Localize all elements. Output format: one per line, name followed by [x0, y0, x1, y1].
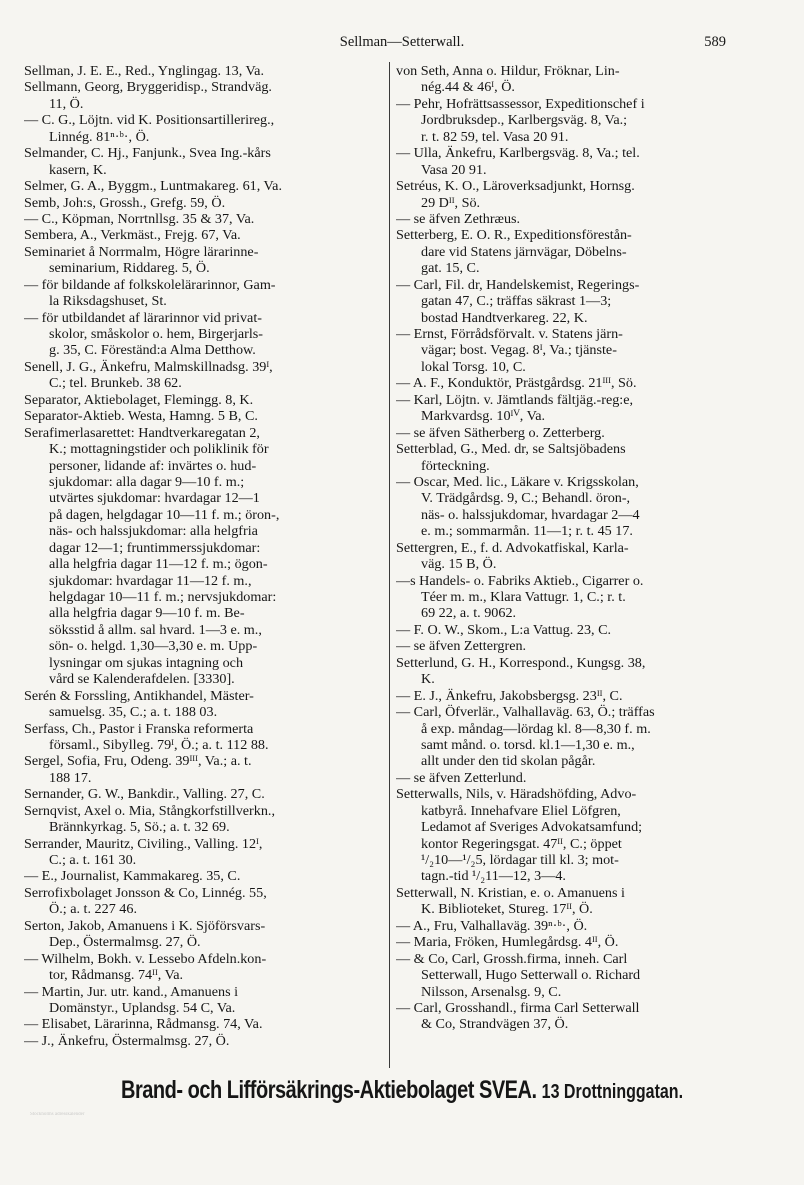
entry-continuation-line: dare vid Statens järnvägar, Döbelns-	[421, 243, 627, 260]
page-number: 589	[704, 34, 726, 50]
entry-line: Setterwall, N. Kristian, e. o. Amanuens i	[396, 884, 625, 901]
entry-continuation-line: 69 22, a. t. 9062.	[421, 605, 517, 622]
entry-continuation-line: Nilsson, Arsenalsg. 9, C.	[421, 983, 562, 1000]
entry-line: — se äfven Sätherberg o. Zetterberg.	[396, 424, 605, 441]
entry-line: Setterberg, E. O. R., Expeditionsförestån-	[396, 227, 632, 244]
entry-line: — Pehr, Hofrättsassessor, Expeditionschef i	[396, 95, 645, 112]
entry-line: — Elisabet, Lärarinna, Rådmansg. 74, Va.	[24, 1016, 263, 1033]
entry-continuation-line: kasern, K.	[49, 161, 107, 178]
entry-line: — för utbildandet af lärarinnor vid privat-	[24, 309, 262, 326]
entry-line: Sernander, G. W., Bankdir., Valling. 27, C.	[24, 786, 265, 803]
entry-line: Separator, Aktiebolaget, Flemingg. 8, K.	[24, 391, 254, 408]
entry-continuation-line: gat. 15, C.	[421, 260, 480, 277]
entry-line: — se äfven Zetterlund.	[396, 769, 527, 786]
entry-continuation-line: C.; tel. Brunkeb. 38 62.	[49, 375, 182, 392]
entry-line: Serton, Jakob, Amanuens i K. Sjöförsvars-	[24, 917, 266, 934]
entry-line: — Carl, Fil. dr, Handelskemist, Regerings-	[396, 276, 640, 293]
entry-continuation-line: gatan 47, C.; träffas säkrast 1—3;	[421, 293, 612, 310]
entry-line: — se äfven Zettergren.	[396, 638, 527, 655]
entry-continuation-line: sjukdomar: alla dagar 9—10 f. m.;	[49, 473, 245, 490]
entry-line: Seminariet å Norrmalm, Högre lärarinne-	[24, 243, 259, 260]
entry-continuation-line: församl., Sibylleg. 79ᴵ, Ö.; a. t. 112 88.	[49, 736, 269, 753]
entry-line: Sergel, Sofia, Fru, Odeng. 39ᴵᴵᴵ, Va.; a. t.	[24, 753, 252, 770]
entry-continuation-line: 29 Dᴵᴵ, Sö.	[421, 194, 481, 211]
entry-continuation-line: Domänstyr., Uplandsg. 54 C, Va.	[49, 999, 236, 1016]
entry-continuation-line: samuelsg. 35, C.; a. t. 188 03.	[49, 704, 218, 721]
entry-line: Semb, Joh:s, Grossh., Grefg. 59, Ö.	[24, 194, 226, 211]
entry-continuation-line: 11, Ö.	[49, 95, 84, 112]
entry-line: Senell, J. G., Änkefru, Malmskillnadsg. 39ᴵ,	[24, 358, 273, 375]
entry-line: — Carl, Grosshandl., firma Carl Setterwall	[396, 999, 640, 1016]
entry-continuation-line: Vasa 20 91.	[421, 161, 487, 178]
entry-continuation-line: utvärtes sjukdomar: hvardagar 12—1	[49, 490, 260, 507]
entry-line: — se äfven Zethræus.	[396, 210, 521, 227]
right-column	[396, 63, 772, 1033]
entry-line: — Martin, Jur. utr. kand., Amanuens i	[24, 983, 239, 1000]
entry-line: von Seth, Anna o. Hildur, Fröknar, Lin-	[396, 63, 620, 79]
entry-line: Setréus, K. O., Läroverksadjunkt, Hornsg.	[396, 178, 635, 195]
entry-continuation-line: r. t. 82 59, tel. Vasa 20 91.	[421, 128, 569, 145]
entry-continuation-line: på dagen, helgdagar 10—11 f. m.; öron-,	[49, 506, 280, 523]
entry-continuation-line: förteckning.	[421, 457, 490, 474]
entry-continuation-line: Ledamot af Sveriges Advokatsamfund;	[421, 819, 643, 836]
entry-continuation-line: samt månd. o. torsd. kl.1—1,30 e. m.,	[421, 736, 635, 753]
entry-continuation-line: lysningar om sjukas intagning och	[49, 654, 244, 671]
entry-line: — Wilhelm, Bokh. v. Lessebo Afdeln.kon-	[24, 950, 267, 967]
footer-advert	[80, 1076, 723, 1105]
entry-continuation-line: K.	[421, 671, 435, 688]
entry-continuation-line: g. 35, C. Föreständ:a Alma Detthow.	[49, 342, 256, 359]
entry-continuation-line: Brännkyrkag. 5, Sö.; a. t. 32 69.	[49, 819, 230, 836]
entry-line: — E., Journalist, Kammakareg. 35, C.	[24, 868, 241, 885]
entry-continuation-line: näs- o. halssjukdomar, hvardagar 2—4	[421, 506, 640, 523]
entry-continuation-line: bostad Handtverkareg. 22, K.	[421, 309, 588, 326]
entry-line: — E. J., Änkefru, Jakobsbergsg. 23ᴵᴵ, C.	[396, 687, 623, 704]
entry-continuation-line: Ö.; a. t. 227 46.	[49, 901, 137, 918]
entry-line: Separator-Aktieb. Westa, Hamng. 5 B, C.	[24, 408, 258, 425]
entry-line: — Oscar, Med. lic., Läkare v. Krigsskolan,	[396, 473, 639, 490]
entry-continuation-line: alla helgfria dagar 9—10 f. m. Be-	[49, 605, 245, 622]
entry-line: Serrofixbolaget Jonsson & Co, Linnég. 55,	[24, 884, 267, 901]
entry-line: Sellman, J. E. E., Red., Ynglingag. 13, Va.	[24, 63, 264, 79]
entry-line: — Karl, Löjtn. v. Jämtlands fältjäg.-reg:e,	[396, 391, 634, 408]
entry-line: Selmer, G. A., Byggm., Luntmakareg. 61, Va.	[24, 178, 282, 195]
page-header	[22, 34, 782, 56]
entry-continuation-line: K. Biblioteket, Stureg. 17ᴵᴵ, Ö.	[421, 901, 593, 918]
entry-continuation-line: C.; a. t. 161 30.	[49, 852, 137, 868]
entry-continuation-line: V. Trädgårdsg. 9, C.; Behandl. öron-,	[421, 490, 631, 507]
entry-line: Setterblad, G., Med. dr, se Saltsjöbadens	[396, 441, 626, 458]
entry-line: —s Handels- o. Fabriks Aktieb., Cigarrer o.	[396, 572, 644, 589]
entry-continuation-line: & Co, Strandvägen 37, Ö.	[421, 1016, 569, 1033]
entry-line: — för bildande af folkskolelärarinnor, Gam-	[24, 276, 276, 293]
entry-line: — Carl, Öfverlär., Valhallaväg. 63, Ö.; träffas	[396, 704, 655, 721]
entry-line: Sembera, A., Verkmäst., Frejg. 67, Va.	[24, 227, 241, 244]
entry-continuation-line: vägar; bost. Vegag. 8ᴵ, Va.; tjänste-	[421, 342, 617, 359]
left-column	[24, 63, 388, 1049]
entry-line: — Maria, Fröken, Humlegårdsg. 4ᴵᴵ, Ö.	[396, 934, 619, 951]
entry-line: — C., Köpman, Norrtnllsg. 35 & 37, Va.	[24, 210, 255, 227]
entry-line: — F. O. W., Skom., L:a Vattug. 23, C.	[396, 621, 612, 638]
entry-line: — & Co, Carl, Grossh.firma, inneh. Carl	[396, 950, 628, 967]
entry-line: — A., Fru, Valhallaväg. 39ⁿ·ᵇ·, Ö.	[396, 917, 588, 934]
entry-continuation-line: 188 17.	[49, 769, 92, 786]
entry-continuation-line: sön- o. helgd. 1,30—3,30 e. m. Upp-	[49, 638, 258, 655]
entry-line: Setterlund, G. H., Korrespond., Kungsg. 38,	[396, 654, 646, 671]
entry-continuation-line: kontor Regeringsgat. 47ᴵᴵ, C.; öppet	[421, 835, 622, 852]
entry-continuation-line: Téer m. m., Klara Vattugr. 1, C.; r. t.	[421, 589, 626, 605]
entry-continuation-line: la Riksdagshuset, St.	[49, 293, 167, 310]
entry-continuation-line: dagar 12—1; fruntimmerssjukdomar:	[49, 539, 261, 556]
entry-line: Serén & Forssling, Antikhandel, Mäster-	[24, 687, 254, 704]
entry-continuation-line: Setterwall, Hugo Setterwall o. Richard	[421, 967, 641, 984]
entry-continuation-line: sjukdomar: hvardagar 11—12 f. m.,	[49, 572, 252, 589]
entry-continuation-line: näs- och halssjukdomar: alla helgfria	[49, 523, 258, 540]
entry-line: Selmander, C. Hj., Fanjunk., Svea Ing.-kårs	[24, 145, 271, 162]
entry-continuation-line: tagn.-tid ¹/₂11—12, 3—4.	[421, 868, 566, 885]
running-title: Sellman—Setterwall.	[339, 34, 465, 50]
entry-continuation-line: alla helgfria dagar 11—12 f. m.; ögon-	[49, 556, 268, 573]
faint-footnote: Stockholms adresskalender	[30, 1112, 85, 1117]
entry-line: — C. G., Löjtn. vid K. Positionsartillerireg.,	[24, 112, 275, 129]
entry-continuation-line: allt under den tid skolan pågår.	[421, 753, 596, 770]
entry-continuation-line: helgdagar 10—11 f. m.; nervsjukdomar:	[49, 589, 277, 605]
entry-continuation-line: Dep., Östermalmsg. 27, Ö.	[49, 934, 201, 951]
entry-line: — J., Änkefru, Östermalmsg. 27, Ö.	[24, 1032, 230, 1049]
entry-line: Serafimerlasarettet: Handtverkaregatan 2,	[24, 424, 260, 441]
entry-line: — Ernst, Förrådsförvalt. v. Statens järn-	[396, 326, 623, 342]
entry-continuation-line: lokal Torsg. 10, C.	[421, 358, 526, 375]
entry-line: — Ulla, Änkefru, Karlbergsväg. 8, Va.; tel.	[396, 145, 640, 162]
entry-continuation-line: katbyrå. Innehafvare Eliel Löfgren,	[421, 802, 621, 819]
column-divider	[389, 62, 390, 1068]
entry-continuation-line: e. m.; sommarmån. 11—1; r. t. 45 17.	[421, 523, 633, 540]
entry-continuation-line: väg. 15 B, Ö.	[421, 556, 497, 573]
entry-continuation-line: nég.44 & 46ᴵ, Ö.	[421, 79, 515, 96]
entry-continuation-line: tor, Rådmansg. 74ᴵᴵ, Va.	[49, 967, 184, 984]
entry-line: Settergren, E., f. d. Advokatfiskal, Karla-	[396, 539, 629, 556]
entry-continuation-line: ¹/₂10—¹/₂5, lördagar till kl. 3; mot-	[421, 852, 619, 868]
entry-continuation-line: vård se Kalenderafdelen. [3330].	[49, 671, 235, 688]
entry-continuation-line: skolor, småskolor o. hem, Birgerjarls-	[49, 326, 264, 342]
entry-continuation-line: personer, lidande af: invärtes o. hud-	[49, 457, 257, 474]
entry-continuation-line: Markvardsg. 10ᴵⱽ, Va.	[421, 408, 546, 425]
entry-continuation-line: söksstid å allm. sal hvard. 1—3 e. m.,	[49, 621, 262, 638]
advert-address: 13 Drottninggatan.	[541, 1081, 684, 1103]
entry-continuation-line: K.; mottagningstider och poliklinik för	[49, 441, 269, 458]
entry-continuation-line: Linnég. 81ⁿ·ᵇ·, Ö.	[49, 128, 150, 145]
entry-line: Serrander, Mauritz, Civiling., Valling. 12ᴵ,	[24, 835, 263, 852]
entry-line: — A. F., Konduktör, Prästgårdsg. 21ᴵᴵᴵ, Sö.	[396, 375, 637, 392]
entry-line: Sernqvist, Axel o. Mia, Stångkorfstillverkn.,	[24, 802, 275, 819]
entry-line: Sellmann, Georg, Bryggeridisp., Strandväg.	[24, 79, 272, 96]
entry-continuation-line: seminarium, Riddareg. 5, Ö.	[49, 260, 210, 277]
entry-line: Serfass, Ch., Pastor i Franska reformerta	[24, 720, 254, 737]
entry-continuation-line: å exp. måndag—lördag kl. 8—8,30 f. m.	[421, 720, 651, 737]
advert-text: Brand- och Lifförsäkrings-Aktiebolaget SVEA.	[120, 1076, 537, 1104]
entry-line: Setterwalls, Nils, v. Häradshöfding, Advo-	[396, 786, 637, 803]
entry-continuation-line: Jordbruksdep., Karlbergsväg. 8, Va.;	[421, 112, 628, 129]
